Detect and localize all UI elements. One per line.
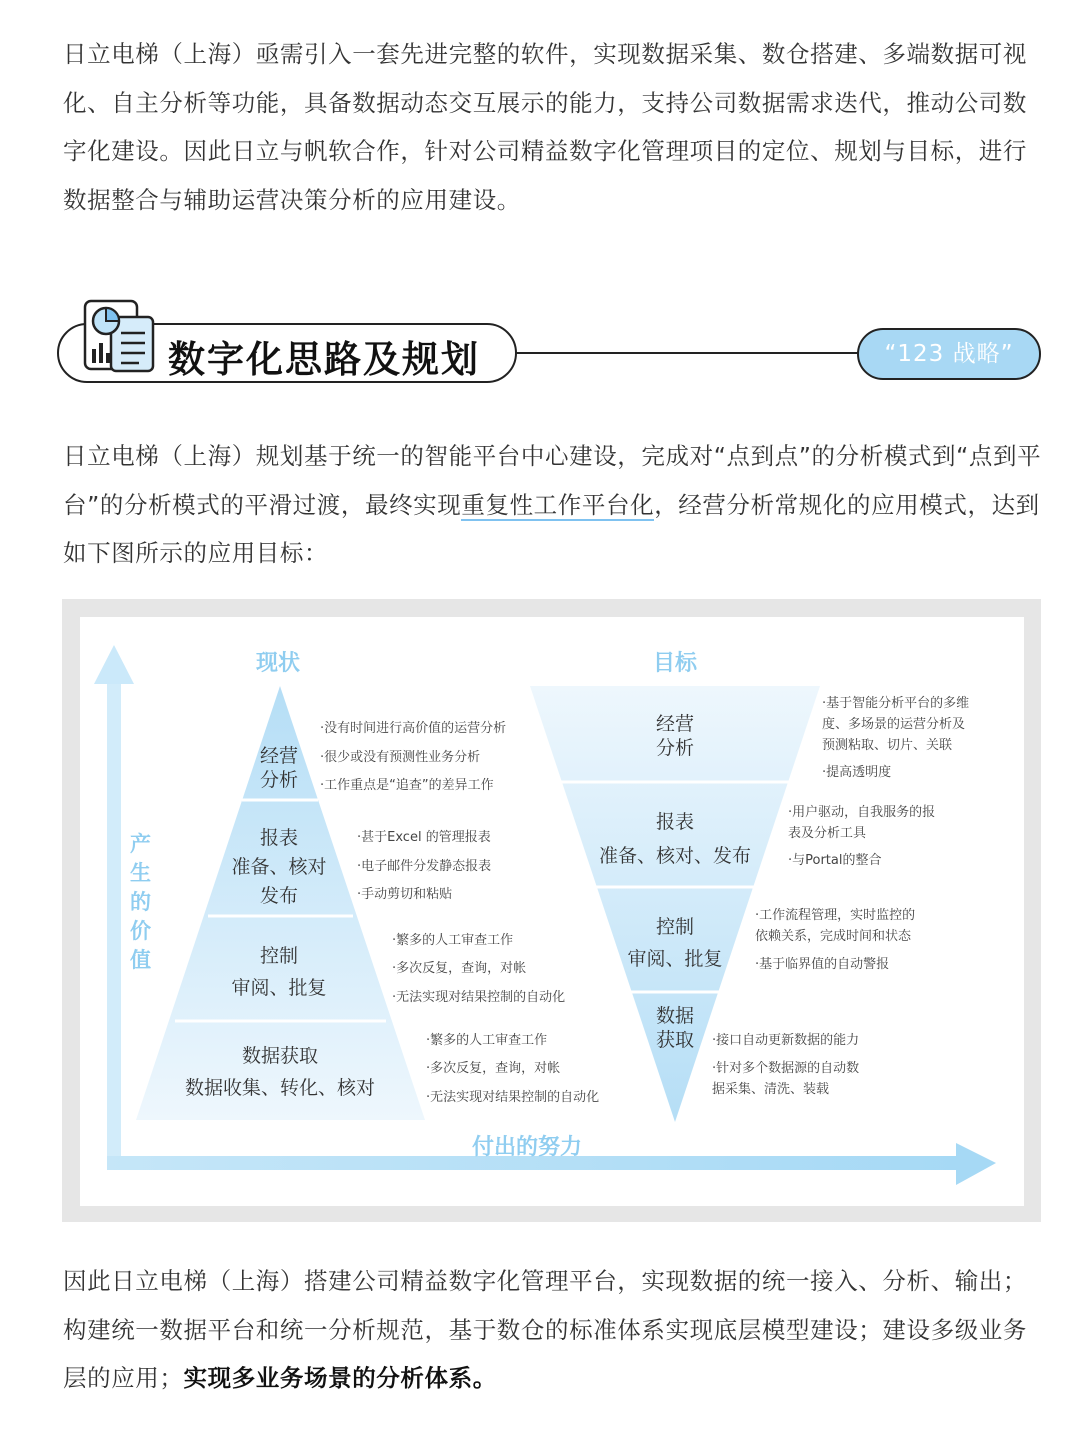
plan-paragraph-highlight: 重复性工作平台化	[461, 490, 655, 519]
y-axis-label: 产生的价值	[130, 832, 151, 972]
target-level-1-note-1: ·基于智能分析平台的多维 度、多场景的运营分析及 预测粘取、切片、关联	[822, 696, 970, 753]
current-level-1-title: 经营 分析	[259, 745, 298, 791]
current-level-3-note-3: ·无法实现对结果控制的自动化	[392, 990, 566, 1005]
x-axis-arrow	[956, 1143, 996, 1185]
target-level-3-title: 控制 审阅、批复	[627, 916, 723, 970]
current-level-4-title: 数据获取 数据收集、转化、核对	[184, 1045, 375, 1099]
target-level-1-title: 经营 分析	[655, 713, 694, 759]
target-level-1-note-2: ·提高透明度	[822, 765, 892, 780]
target-level-4-title: 数据 获取	[655, 1005, 694, 1051]
current-level-1-note-2: ·很少或没有预测性业务分析	[320, 750, 481, 765]
target-level-2-note-1: ·用户驱动，自我服务的报 表及分析工具	[788, 805, 936, 841]
current-level-1-note-1: ·没有时间进行高价值的运营分析	[320, 721, 507, 736]
plan-paragraph-text-end: ，经营分析常规化的应用模式，达到如下图所示的应用目标：	[63, 490, 1040, 567]
strategy-tag-label: “123 战略”	[884, 341, 1014, 367]
conclusion-paragraph-text: 因此日立电梯（上海）搭建公司精益数字化管理平台，实现数据的统一接入、分析、输出；构建统一数据平台和统一分析规范，基于数仓的标准体系实现底层模型建设；建设多级业务层的应用；	[63, 1267, 1027, 1392]
current-level-2-note-1: ·甚于Excel 的管理报表	[357, 830, 491, 845]
y-axis	[107, 682, 121, 1167]
current-level-2-note-3: ·手动剪切和粘贴	[357, 887, 453, 902]
current-level-4-note-2: ·多次反复，查询，对帐	[426, 1061, 561, 1076]
current-level-2-title: 报表 准备、核对 发布	[231, 827, 327, 907]
target-level-2-title: 报表 准备、核对、发布	[598, 811, 751, 867]
current-level-4-note-1: ·繁多的人工审查工作	[426, 1033, 548, 1048]
target-level-3-note-2: ·基于临界值的自动警报	[755, 957, 890, 972]
plan-paragraph-text: 日立电梯（上海）规划基于统一的智能平台中心建设，完成对“点到点”的分析模式到“点到平台”的分析模式的平滑过渡，最终实现	[63, 442, 1042, 519]
current-level-1-note-3: ·工作重点是“追查”的差异工作	[320, 778, 494, 793]
target-level-4-note-1: ·接口自动更新数据的能力	[712, 1033, 860, 1048]
conclusion-paragraph	[63, 1257, 1043, 1403]
current-level-3-title: 控制 审阅、批复	[231, 945, 327, 999]
x-axis-label: 付出的努力	[472, 1135, 583, 1160]
target-level-4-note-2: ·针对多个数据源的自动数 据采集、清洗、装载	[712, 1061, 860, 1097]
intro-paragraph: 日立电梯（上海）亟需引入一套先进完整的软件，实现数据采集、数仓搭建、多端数据可视化、自主分析等功能，具备数据动态交互展示的能力，支持公司数据需求迭代，推动公司数字化建设。因此日立与帆软合作，针对公司精益数字化管理项目的定位、规划与目标，进行数据整合与辅助运营决策分析的应用建设。	[63, 40, 1027, 214]
target-title: 目标	[653, 651, 698, 676]
current-title: 现状	[256, 651, 301, 676]
current-level-3-note-1: ·繁多的人工审查工作	[392, 933, 514, 948]
target-level-2-note-2: ·与Portal的整合	[788, 853, 882, 868]
y-axis-arrow	[94, 645, 134, 684]
conclusion-paragraph-bold: 实现多业务场景的分析体系。	[183, 1364, 497, 1392]
current-level-2-note-2: ·电子邮件分发静态报表	[357, 859, 492, 874]
current-level-3-note-2: ·多次反复，查询，对帐	[392, 961, 527, 976]
section-title: 数字化思路及规划	[168, 338, 480, 381]
current-level-4-note-3: ·无法实现对结果控制的自动化	[426, 1090, 600, 1105]
target-level-3-note-1: ·工作流程管理，实时监控的 依赖关系，完成时间和状态	[755, 908, 916, 944]
